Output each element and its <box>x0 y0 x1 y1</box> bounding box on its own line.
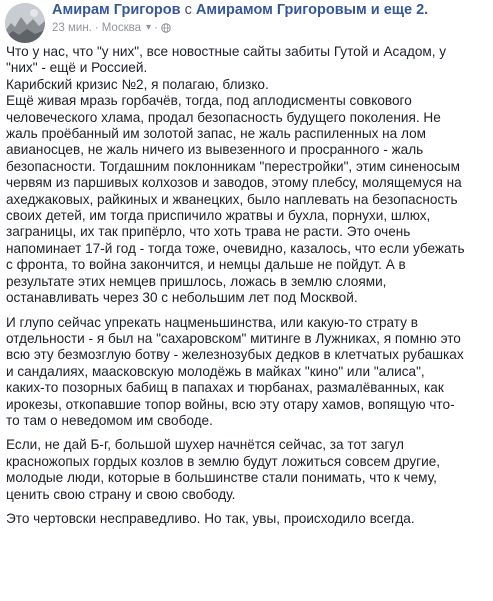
post-line: ирокезы, откопавшие топор войны, всю эту отару хамов, вопящую что- <box>6 396 455 412</box>
post-line: Карибский кризис №2, я полагаю, близко. <box>6 76 269 92</box>
post-location[interactable]: Москва <box>101 22 141 34</box>
post-line: человеческого хлама, продал безопасность будущего поколения. Не <box>6 109 441 125</box>
post-line: Если, не дай Б-г, большой шухер начнётся сейчас, за тот загул <box>6 437 404 453</box>
post-line: жаль проёбанный им золотой запас, не жаль распиленных на лом <box>6 126 426 142</box>
post-line: Ещё живая мразь горбачёв, тогда, под аплодисменты совкового <box>6 93 412 109</box>
post-line: всю эту безмозглую ботву - железнозубых дедков в клетчатых рубашках <box>6 347 464 363</box>
post-line: безопасности. Тогдашним поклонникам "перестройки", этим синеносым <box>6 158 461 174</box>
post-header <box>0 0 493 40</box>
post-line: И глупо сейчас упрекать нацменьшинства, или какую-то страту в <box>6 314 418 330</box>
post-line: каких-то позорных бабищ в папахах и тюрбанах, размалёванных, как <box>6 380 444 396</box>
post-line: напоминает 17-й год - тогда тоже, очевидно, казалось, что если убежать <box>6 240 465 256</box>
post-line: и сандалиях, маасковскую молодёжь в майках "кино" или "алиса", <box>6 363 425 379</box>
meta-separator-2: · <box>154 22 158 34</box>
post-line: результате этих немцев пришлось, ложась в землю слоями, <box>6 273 387 289</box>
post-line: молодые люди, которые в большинстве стали понимать, что к чему, <box>6 470 437 486</box>
tagged-people[interactable]: Амирамом Григоровым и еще 2. <box>195 2 429 18</box>
post-paragraph <box>6 437 490 503</box>
post-line: отдельности - я был на "сахаровском" митинге в Лужниках, я помню это <box>6 330 461 346</box>
post-paragraph <box>6 511 490 527</box>
avatar[interactable] <box>5 3 45 43</box>
with-text: с <box>184 2 192 18</box>
post-line: с фронта, то война закончится, и немцы дальше не пойдут. А в <box>6 257 406 273</box>
post-line: своих детей, им тогда приспичило жратвы и бухла, порнухи, шлюх, <box>6 208 431 224</box>
post-line: Это чертовски несправедливо. Но так, увы, происходило всегда. <box>6 510 415 526</box>
post-meta <box>52 21 171 35</box>
post-line: останавливать через 30 с небольшим лет под Москвой. <box>6 290 358 306</box>
post-line: красножопых гордых козлов в землю будут ложиться совсем другие, <box>6 453 441 469</box>
post-line: заграницы, их так припёрло, что хоть трава не расти. Это очень <box>6 224 411 240</box>
post-line: "них" - ещё и Россией. <box>6 60 148 76</box>
chevron-down-icon[interactable]: ▾ <box>145 22 152 33</box>
post-line: червям из паршивых колхозов и заводов, этому плебсу, молящемуся на <box>6 175 462 191</box>
post-text <box>6 44 490 535</box>
post-time[interactable]: 23 мин. <box>52 22 92 34</box>
author-name[interactable]: Амирам Григоров <box>52 2 181 18</box>
post-line: авианосцев, не жаль ничего из вывезенного и просранного - жаль <box>6 142 424 158</box>
post-line: Что у нас, что "у них", все новостные сайты забиты Гутой и Асадом, у <box>6 44 447 59</box>
avatar-photo <box>5 3 45 43</box>
post-line: ахеджаковых, райкиных и жванецких, было наплевать на безопасность <box>6 191 458 207</box>
post-line: ценить свою страну и свою свободу. <box>6 486 236 502</box>
author-line <box>52 2 428 19</box>
meta-separator: · <box>94 22 99 34</box>
globe-icon[interactable] <box>161 23 171 33</box>
post-line: то там о неведомом им свободе. <box>6 412 213 428</box>
post-paragraph <box>6 44 490 307</box>
post-paragraph <box>6 315 490 430</box>
